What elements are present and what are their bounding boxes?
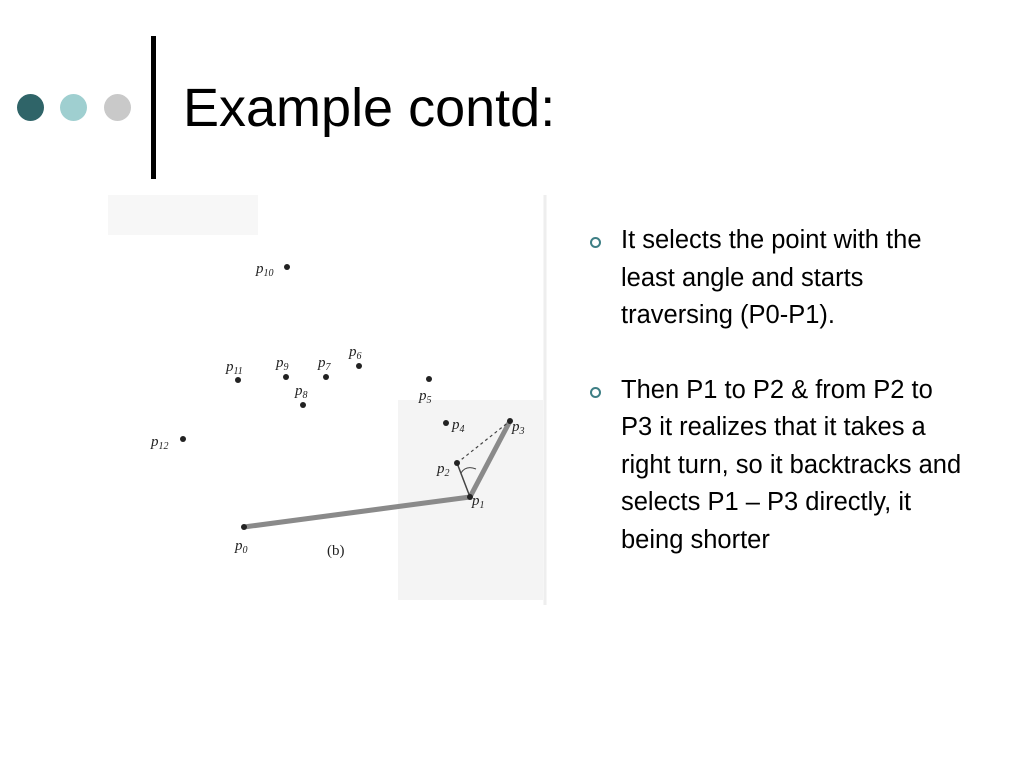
bullet-text: It selects the point with the least angle and starts traversing (P0-P1). [621, 226, 922, 329]
figure-svg [108, 195, 548, 610]
decorative-dot-dark [17, 94, 44, 121]
label-p1: $p_1$ [472, 493, 485, 511]
point-p5 [426, 376, 432, 382]
convex-hull-figure [108, 195, 548, 610]
label-p5: $p_5$ [419, 388, 432, 406]
label-p11: $p_{11}$ [226, 359, 243, 377]
label-p4: $p_4$ [452, 417, 465, 435]
point-p10 [284, 264, 290, 270]
bullet-item [588, 222, 968, 335]
point-p8 [300, 402, 306, 408]
label-p6: $p_6$ [349, 344, 362, 362]
label-p12: $p_{12}$ [151, 434, 169, 452]
point-p9 [283, 374, 289, 380]
title-divider [151, 36, 156, 179]
label-p3: $p_3$ [512, 419, 525, 437]
hollow-circle-bullet-icon [590, 237, 601, 248]
point-p2 [454, 460, 460, 466]
bullet-item [588, 372, 968, 560]
slide-title: Example contd: [183, 78, 556, 138]
label-p7: $p_7$ [318, 355, 331, 373]
figure-caption: (b) [327, 543, 345, 559]
point-p6 [356, 363, 362, 369]
label-p8: $p_8$ [295, 383, 308, 401]
point-p7 [323, 374, 329, 380]
bullet-list [588, 222, 968, 596]
label-p0: $p_0$ [235, 538, 248, 556]
decorative-dot-grey [104, 94, 131, 121]
point-p4 [443, 420, 449, 426]
bullet-text: Then P1 to P2 & from P2 to P3 it realizes that it takes a right turn, so it backtracks and selects P1 – P3 directly, it being shorter [621, 375, 962, 554]
label-p10: $p_{10}$ [256, 261, 274, 279]
faded-text-patch [108, 195, 258, 235]
label-p2: $p_2$ [437, 461, 450, 479]
hollow-circle-bullet-icon [590, 387, 601, 398]
point-p0 [241, 524, 247, 530]
label-p9: $p_9$ [276, 355, 289, 373]
point-p11 [235, 377, 241, 383]
point-p12 [180, 436, 186, 442]
decorative-dot-light [60, 94, 87, 121]
